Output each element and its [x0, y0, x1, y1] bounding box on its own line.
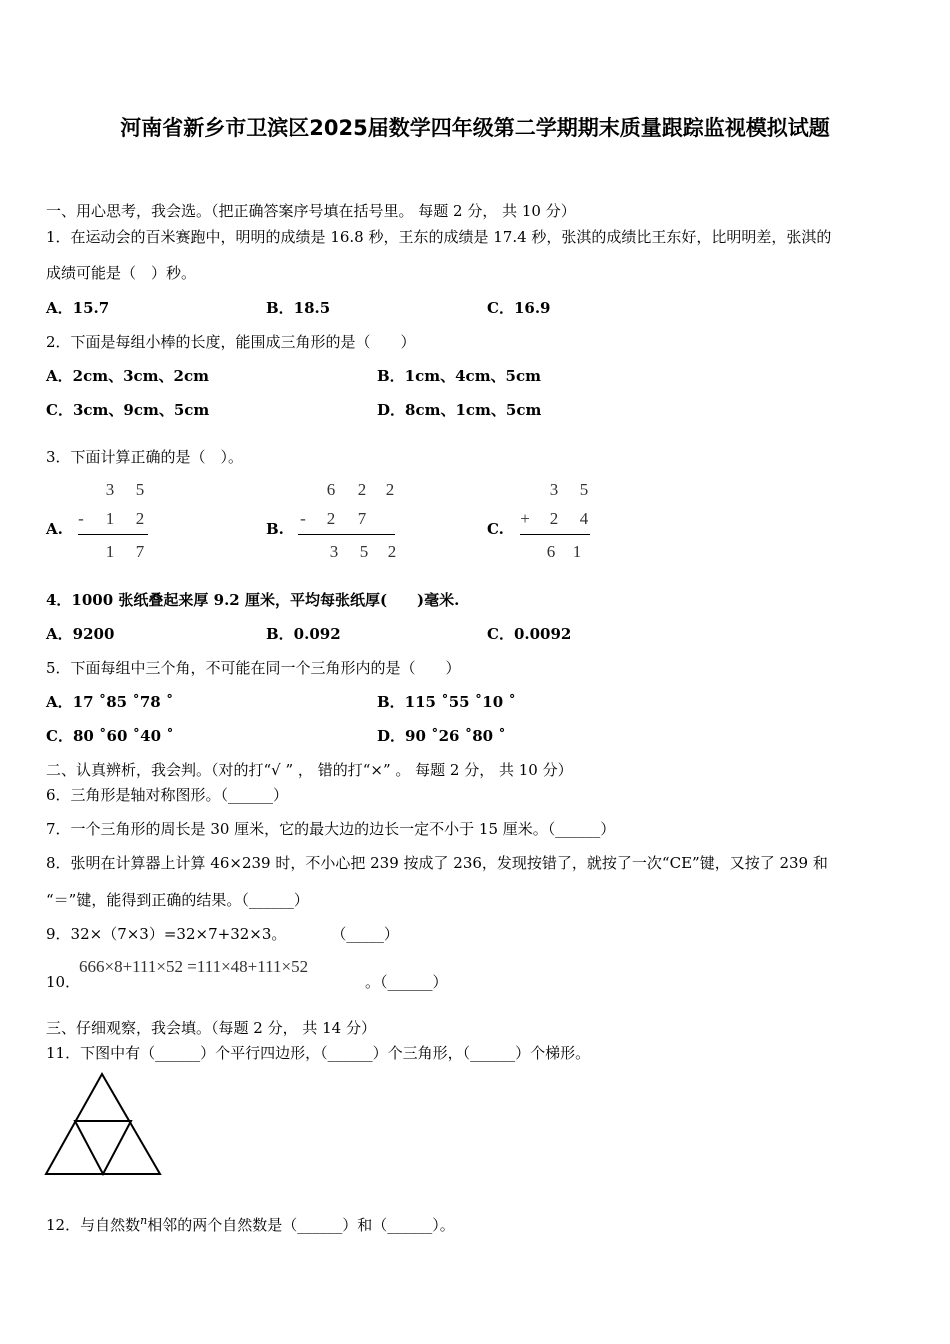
q2-option-c[interactable]: C．3cm、9cm、5cm: [46, 401, 210, 419]
q6-text: 6．三角形是轴对称图形。（______）: [46, 786, 289, 804]
q4-option-a[interactable]: A．9200: [46, 625, 115, 643]
calc-operator: -: [300, 509, 306, 528]
calc-digit: 2: [357, 480, 367, 499]
q5-text: 5．下面每组中三个角，不可能在同一个三角形内的是（ ）: [46, 659, 461, 677]
q5-option-a[interactable]: A．17 ˚85 ˚78 ˚: [46, 693, 174, 711]
q2-option-a[interactable]: A．2cm、3cm、2cm: [46, 367, 209, 385]
calc-digit: 3: [549, 480, 559, 499]
q4-text: 4．1000 张纸叠起来厚 9.2 厘米，平均每张纸厚( )毫米.: [46, 591, 460, 609]
q10-answer-blank: 。（______）: [365, 973, 448, 991]
q7-text: 7．一个三角形的周长是 30 厘米，它的最大边的边长一定不小于 15 厘米。（______）: [46, 820, 616, 838]
q4-option-c[interactable]: C．0.0092: [487, 625, 572, 643]
calc-digit: 1: [105, 542, 115, 561]
q12-text-after: 相邻的两个自然数是（______）和（______）。: [147, 1216, 455, 1234]
calc-digit: 2: [549, 509, 559, 528]
q1-option-a[interactable]: A．15.7: [46, 299, 110, 317]
q3-option-b-label[interactable]: B.: [266, 520, 284, 538]
calc-rule: [298, 534, 395, 535]
calc-digit: 3: [329, 542, 339, 561]
q1-option-c[interactable]: C．16.9: [487, 299, 551, 317]
q5-option-c[interactable]: C．80 ˚60 ˚40 ˚: [46, 727, 174, 745]
page-title: 河南省新乡市卫滨区2025届数学四年级第二学期期末质量跟踪监视模拟试题: [120, 116, 830, 140]
calc-digit: 2: [385, 480, 395, 499]
calc-digit: 1: [105, 509, 115, 528]
q3-calc-c: [514, 478, 604, 568]
q10-number: 10．: [46, 973, 81, 991]
q5-option-d[interactable]: D．90 ˚26 ˚80 ˚: [377, 727, 506, 745]
calc-digit: 5: [579, 480, 589, 499]
calc-rule: [520, 534, 590, 535]
q2-option-b[interactable]: B．1cm、4cm、5cm: [377, 367, 542, 385]
q8-text-line2: “＝”键，能得到正确的结果。（______）: [46, 891, 309, 909]
calc-digit: 3: [105, 480, 115, 499]
q3-calc-a: [70, 478, 160, 568]
calc-digit: 2: [387, 542, 397, 561]
calc-digit: 4: [579, 509, 589, 528]
calc-digit: 2: [326, 509, 336, 528]
calc-operator: -: [78, 509, 84, 528]
calc-rule: [78, 534, 148, 535]
calc-digit: 6: [326, 480, 336, 499]
calc-digit: 5: [359, 542, 369, 561]
section-2-header: 二、认真辨析，我会判。（对的打“√ ” ， 错的打“×” 。 每题 2 分， 共 10 分）: [46, 761, 573, 779]
outer-triangle: [46, 1074, 160, 1174]
calc-operator: +: [520, 509, 530, 528]
calc-digit: 5: [135, 480, 145, 499]
calc-digit: 7: [135, 542, 145, 561]
q1-text-line1: 1．在运动会的百米赛跑中，明明的成绩是 16.8 秒，王东的成绩是 17.4 秒，张淇的成绩比王东好，比明明差，张淇的: [46, 228, 832, 246]
q12-variable: n: [140, 1214, 148, 1227]
q3-calc-b: [292, 478, 402, 568]
section-3-header: 三、仔细观察，我会填。（每题 2 分， 共 14 分）: [46, 1019, 376, 1037]
q1-option-b[interactable]: B．18.5: [266, 299, 331, 317]
q9-text: 9．32×（7×3）=32×7+32×3。 （_____）: [46, 925, 399, 943]
q12-text: [46, 1211, 455, 1235]
q1-text-line2: 成绩可能是（ ）秒。: [46, 264, 197, 282]
q2-text: 2．下面是每组小棒的长度，能围成三角形的是（ ）: [46, 333, 416, 351]
q4-option-b[interactable]: B．0.092: [266, 625, 341, 643]
inner-triangle: [75, 1121, 131, 1174]
calc-digit: 7: [357, 509, 367, 528]
q2-option-d[interactable]: D．8cm、1cm、5cm: [377, 401, 542, 419]
q3-option-c-label[interactable]: C.: [487, 520, 504, 538]
q8-text-line1: 8．张明在计算器上计算 46×239 时，不小心把 239 按成了 236，发现按错了，就按了一次“CE”键，又按了 239 和: [46, 854, 828, 872]
q12-text-before: 12．与自然数: [46, 1216, 141, 1234]
q3-option-a-label[interactable]: A.: [46, 520, 63, 538]
triangle-figure: [40, 1068, 170, 1182]
q11-text: 11．下图中有（______）个平行四边形，（______）个三角形，（______）个梯形。: [46, 1044, 591, 1062]
calc-digit: 2: [135, 509, 145, 528]
calc-digit: 6: [546, 542, 556, 561]
calc-digit: 1: [572, 542, 582, 561]
q5-option-b[interactable]: B．115 ˚55 ˚10 ˚: [377, 693, 516, 711]
q3-text: 3．下面计算正确的是（ ）。: [46, 448, 244, 466]
q10-formula: 666×8+111×52 =111×48+111×52: [79, 957, 309, 976]
section-1-header: 一、用心思考，我会选。（把正确答案序号填在括号里。 每题 2 分， 共 10 分）: [46, 202, 576, 220]
